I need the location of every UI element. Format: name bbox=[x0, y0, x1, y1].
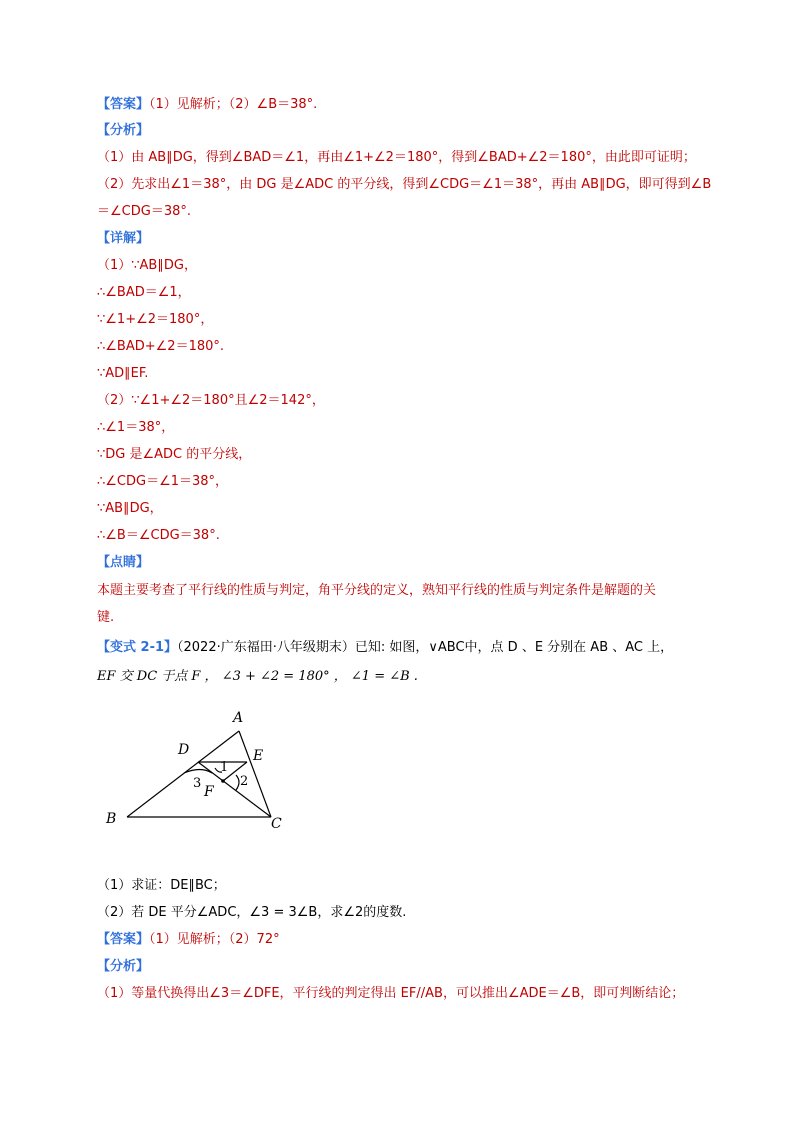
comment-line-2: 键. bbox=[97, 610, 115, 625]
detail-line-11: ∴∠B＝∠CDG＝38°. bbox=[97, 528, 220, 543]
detail-line-7: ∴∠1＝38°， bbox=[97, 420, 175, 435]
detail-line-2: ∴∠BAD＝∠1， bbox=[97, 285, 191, 300]
label-a: A bbox=[233, 710, 244, 726]
variant-question-text-1: （2022·广东福田·八年级期末）已知: 如图，∨ABC中，点 D 、E 分别在 AB 、AC 上， bbox=[177, 640, 674, 655]
variant-analysis-line: （1）等量代换得出∠3＝∠DFE，平行线的判定得出 EF//AB，可以推出∠ADE＝∠B，即可判断结论； bbox=[97, 986, 685, 1001]
label-angle-1: 1 bbox=[220, 760, 229, 775]
detail-line-9: ∴∠CDG＝∠1＝38°， bbox=[97, 474, 229, 489]
variant-answer-label: 【答案】 bbox=[97, 932, 150, 947]
variant-analysis-label: 【分析】 bbox=[97, 959, 150, 974]
triangle-figure bbox=[96, 700, 326, 840]
answer-label: 【答案】 bbox=[97, 97, 150, 112]
detail-label: 【详解】 bbox=[97, 231, 150, 246]
detail-line-4: ∴∠BAD+∠2＝180°. bbox=[97, 339, 225, 354]
label-angle-3: 3 bbox=[193, 776, 202, 791]
sub-question-2: （2）若 DE 平分∠ADC，∠3 = 3∠B，求∠2的度数. bbox=[97, 905, 407, 920]
point-f bbox=[221, 779, 225, 783]
label-b: B bbox=[106, 811, 117, 827]
variant-answer-row bbox=[97, 932, 280, 948]
label-e: E bbox=[253, 748, 264, 764]
detail-line-3: ∵∠1+∠2＝180°， bbox=[97, 312, 214, 327]
detail-line-10: ∵AB∥DG， bbox=[97, 501, 163, 516]
label-angle-2: 2 bbox=[240, 774, 249, 789]
analysis-line-1: （1）由 AB∥DG，得到∠BAD＝∠1，再由∠1+∠2＝180°，得到∠BAD+∠2＝180°，由此即可证明； bbox=[97, 150, 696, 165]
detail-line-6: （2）∵∠1+∠2＝180°且∠2＝142°， bbox=[97, 393, 325, 408]
detail-line-5: ∵AD∥EF. bbox=[97, 366, 149, 381]
label-d: D bbox=[178, 742, 190, 758]
detail-line-1: （1）∵AB∥DG， bbox=[97, 258, 197, 273]
variant-label: 【变式 2-1】 bbox=[97, 640, 178, 655]
angle-2-arc bbox=[236, 775, 239, 790]
comment-line-1: 本题主要考查了平行线的性质与判定，角平分线的定义，熟知平行线的性质与判定条件是解题的关 bbox=[97, 583, 657, 598]
variant-question-line-2: EF 交 DC 于点 F ， ∠3 + ∠2 = 180° ， ∠1 = ∠B . bbox=[97, 669, 418, 684]
analysis-line-2: （2）先求出∠1＝38°，由 DG 是∠ADC 的平分线，得到∠CDG＝∠1＝38°，再由 AB∥DG，即可得到∠B bbox=[97, 177, 712, 192]
sub-question-1: （1）求证：DE∥BC； bbox=[97, 878, 226, 893]
analysis-label: 【分析】 bbox=[97, 123, 150, 138]
comment-label: 【点睛】 bbox=[97, 555, 150, 570]
label-c: C bbox=[271, 816, 282, 832]
variant-question-line-1 bbox=[97, 640, 673, 656]
label-f: F bbox=[204, 784, 214, 800]
detail-line-8: ∵DG 是∠ADC 的平分线， bbox=[97, 447, 252, 462]
answer-text: （1）见解析；（2）∠B＝38°. bbox=[149, 97, 318, 112]
answer-row bbox=[97, 97, 317, 113]
variant-answer-text: （1）见解析；（2）72° bbox=[149, 932, 280, 947]
analysis-line-3: ＝∠CDG＝38°. bbox=[97, 204, 191, 219]
